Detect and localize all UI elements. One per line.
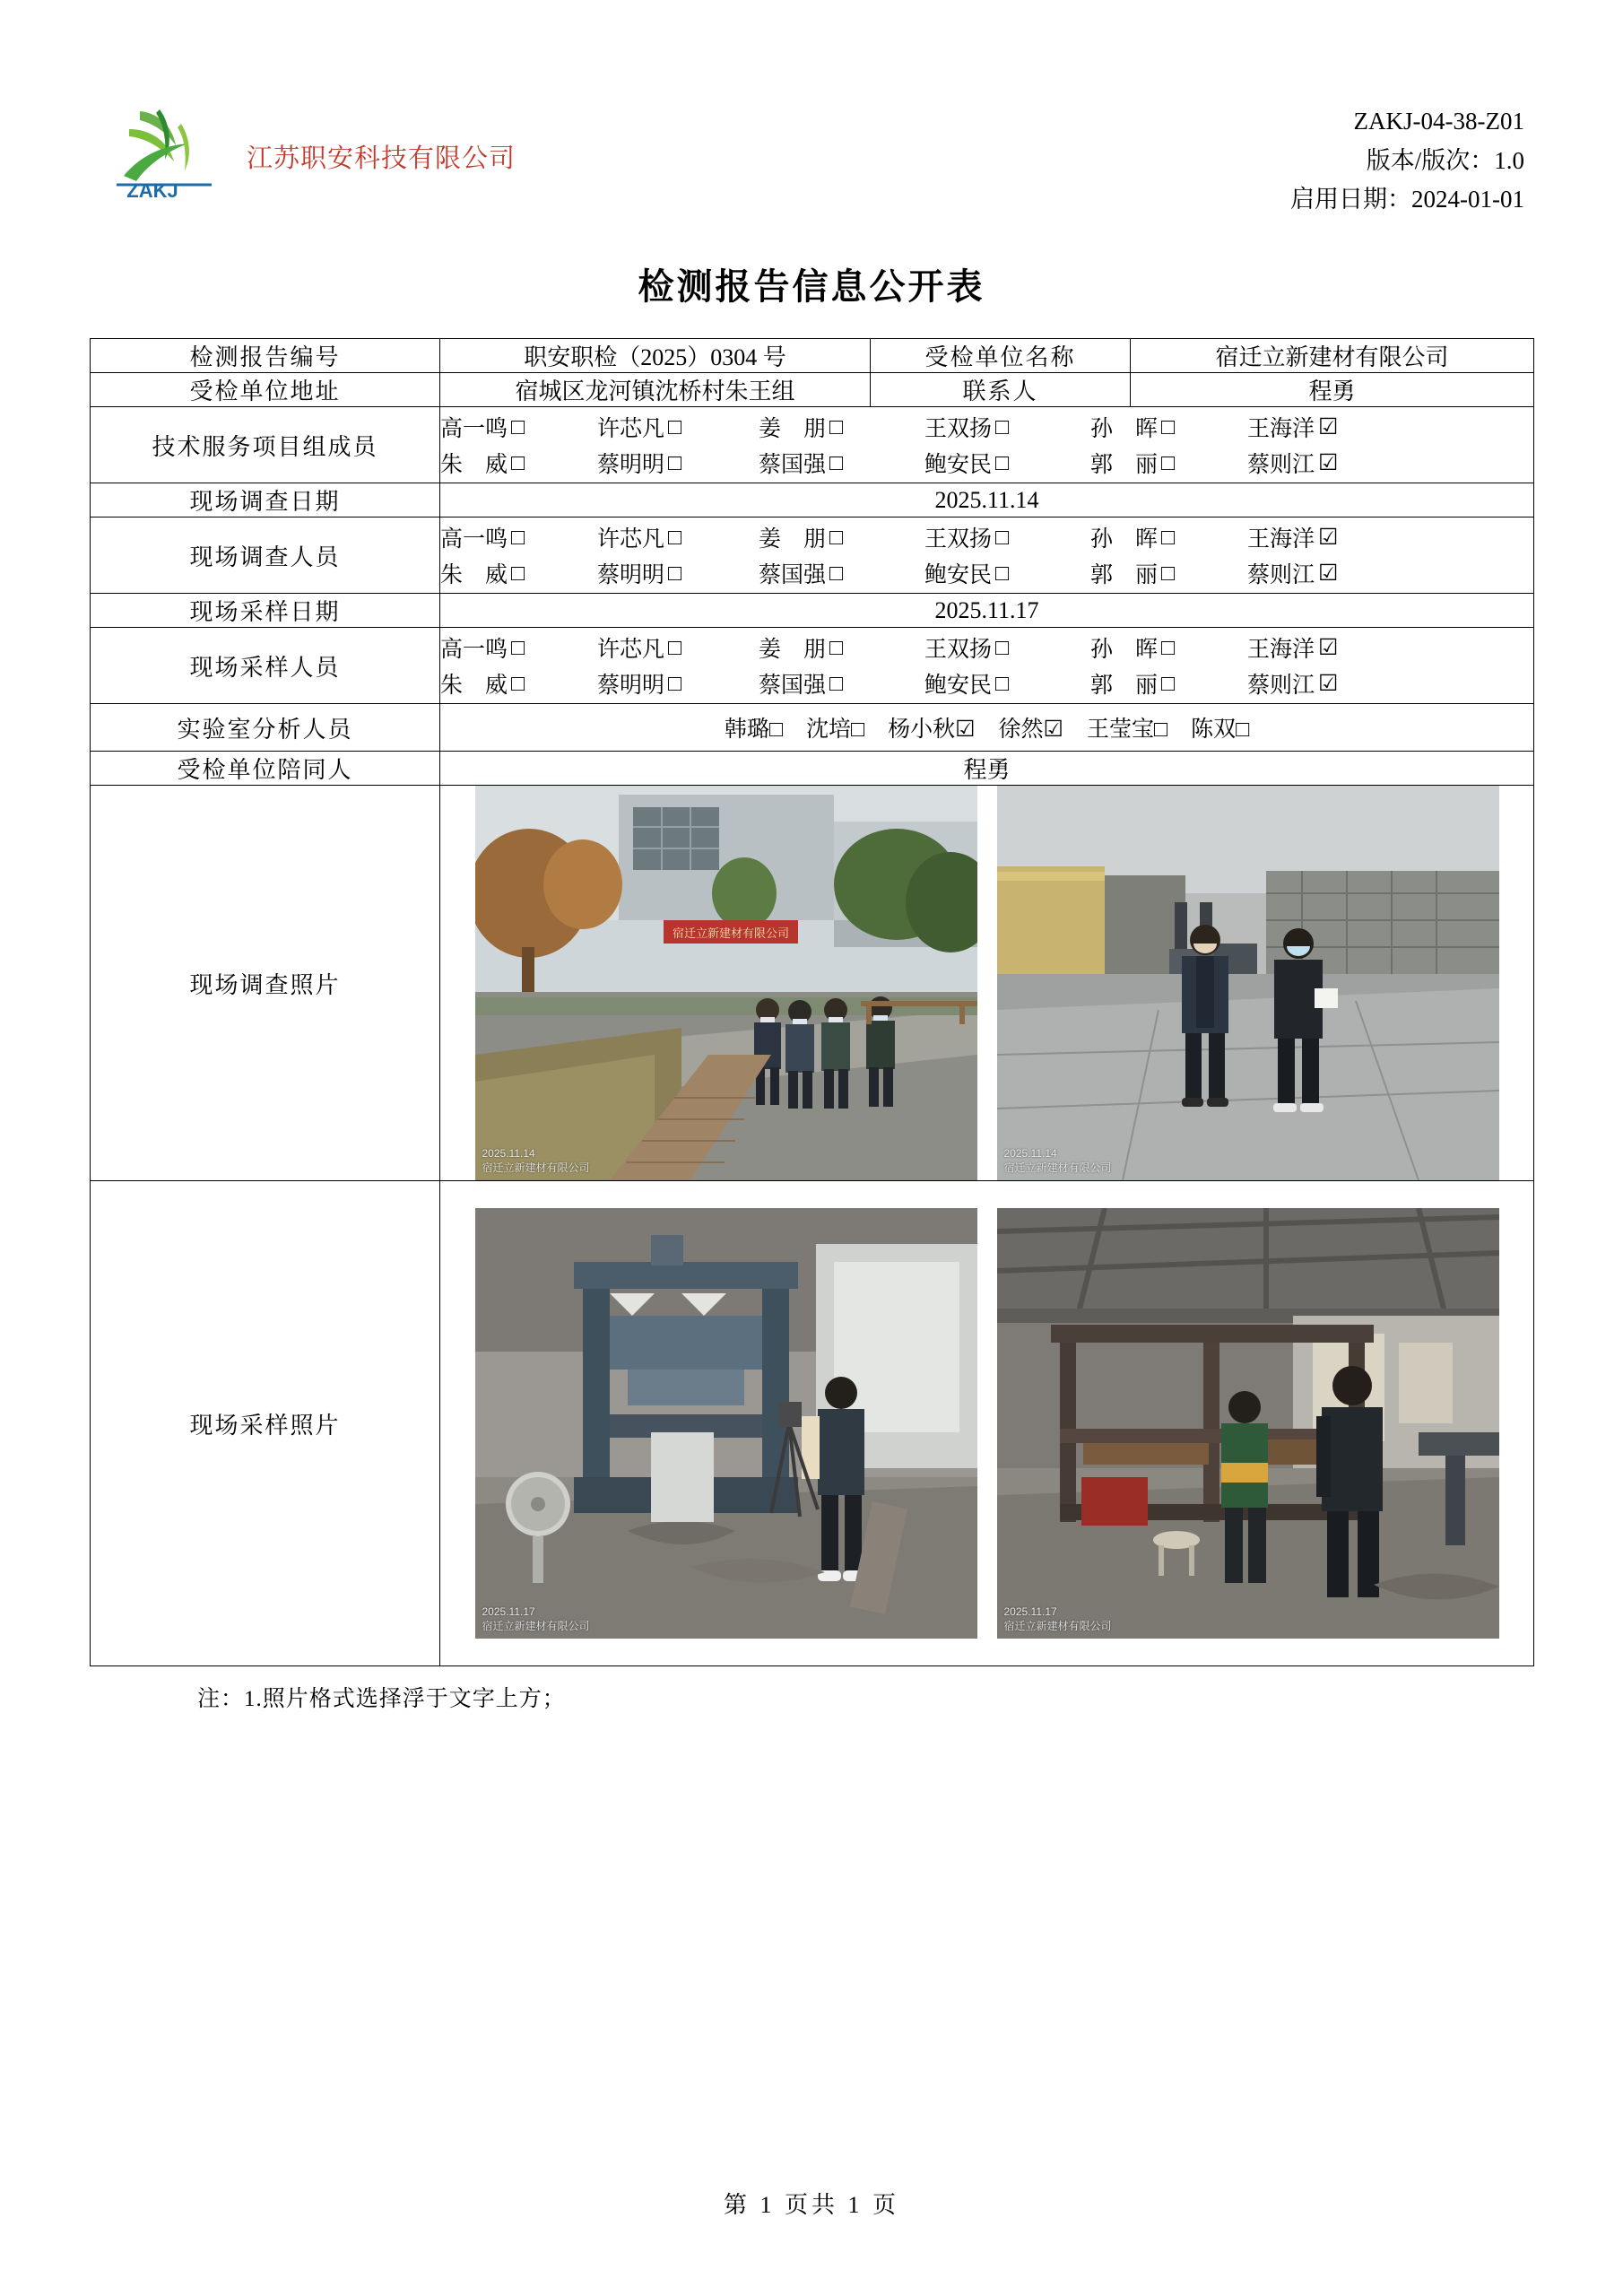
- staff-option[interactable]: 蔡明明 □: [597, 450, 682, 477]
- staff-option[interactable]: 蔡明明 □: [597, 671, 682, 698]
- staff-option[interactable]: 朱 威 □: [440, 561, 525, 587]
- checkbox-icon[interactable]: □: [1161, 414, 1176, 439]
- sampling-staff-label: 现场采样人员: [91, 628, 440, 704]
- report-info-table: [90, 338, 1534, 1666]
- staff-option[interactable]: 朱 威 □: [440, 450, 525, 477]
- checkbox-icon[interactable]: ☑: [1318, 525, 1339, 550]
- survey-date-label: 现场调查日期: [91, 483, 440, 517]
- sampling-row-1: [440, 631, 1533, 664]
- photo-stamp: 2025.11.14 宿迁立新建材有限公司: [482, 1146, 590, 1174]
- checkbox-icon[interactable]: □: [1161, 635, 1176, 660]
- svg-text:ZAKJ: ZAKJ: [126, 179, 178, 202]
- sampling-photo-2: [997, 1208, 1499, 1639]
- checkbox-icon[interactable]: □: [511, 671, 525, 696]
- page-title: 检测报告信息公开表: [638, 266, 985, 307]
- lab-staff-option[interactable]: 徐然☑: [998, 718, 1063, 742]
- checkbox-icon[interactable]: ☑: [1043, 718, 1063, 742]
- checkbox-icon[interactable]: □: [995, 525, 1010, 550]
- checkbox-icon[interactable]: □: [1161, 671, 1176, 696]
- staff-option[interactable]: 姜 朋 □: [759, 414, 844, 441]
- staff-option[interactable]: 王海洋 ☑: [1247, 525, 1339, 552]
- lab-staff-option[interactable]: 王莹宝□: [1086, 718, 1168, 742]
- checkbox-icon[interactable]: ☑: [1318, 561, 1339, 586]
- staff-option[interactable]: 姜 朋 □: [759, 525, 844, 552]
- checkbox-icon[interactable]: □: [1161, 561, 1176, 586]
- contact-label: 联系人: [871, 373, 1131, 407]
- checkbox-icon[interactable]: □: [511, 635, 525, 660]
- checkbox-icon[interactable]: ☑: [955, 718, 976, 742]
- checkbox-icon[interactable]: □: [995, 414, 1010, 439]
- checkbox-icon[interactable]: ☑: [1318, 414, 1339, 439]
- sampling-photo-label: 现场采样照片: [91, 1181, 440, 1666]
- staff-option[interactable]: 姜 朋 □: [759, 635, 844, 662]
- lab-staff-grid: [440, 704, 1534, 752]
- checkbox-icon[interactable]: □: [511, 561, 525, 586]
- lab-staff-label: 实验室分析人员: [91, 704, 440, 752]
- staff-option[interactable]: 蔡明明 □: [597, 561, 682, 587]
- checkbox-icon[interactable]: □: [995, 561, 1010, 586]
- survey-photo-cell: [440, 786, 1534, 1181]
- report-no-value: 职安职检（2025）0304 号: [440, 339, 871, 373]
- table-row: [91, 373, 1534, 407]
- staff-option[interactable]: 鲍安民 □: [924, 561, 1010, 587]
- table-row: [91, 517, 1534, 594]
- survey-row-2: [440, 557, 1533, 589]
- header-left: [90, 99, 516, 206]
- sampling-photo-1: [475, 1208, 977, 1639]
- client-label: 受检单位名称: [871, 339, 1131, 373]
- photo-stamp: 2025.11.17 宿迁立新建材有限公司: [482, 1605, 590, 1632]
- staff-option[interactable]: 蔡则江 ☑: [1247, 671, 1339, 698]
- staff-option[interactable]: 郭 丽 □: [1090, 561, 1176, 587]
- table-row: [91, 786, 1534, 1181]
- document-effective-date: 启用日期：2024-01-01: [1290, 186, 1524, 213]
- company-name: 江苏职安科技有限公司: [247, 144, 516, 173]
- photo-stamp: 2025.11.17 宿迁立新建材有限公司: [1003, 1605, 1112, 1632]
- staff-option[interactable]: 高一鸣 □: [440, 635, 525, 662]
- checkbox-icon[interactable]: □: [829, 635, 844, 660]
- report-no-label: 检测报告编号: [91, 339, 440, 373]
- sampling-date-label: 现场采样日期: [91, 594, 440, 628]
- staff-option[interactable]: 蔡国强 □: [759, 450, 844, 477]
- staff-option[interactable]: 孙 晖 □: [1090, 635, 1176, 662]
- table-row: [91, 483, 1534, 517]
- document-code: ZAKJ-04-38-Z01: [1353, 108, 1524, 135]
- page-footer: 第 1 页共 1 页: [723, 2192, 899, 2218]
- checkbox-icon[interactable]: □: [668, 671, 682, 696]
- staff-option[interactable]: 许芯凡 □: [597, 414, 682, 441]
- staff-option[interactable]: 王海洋 ☑: [1247, 635, 1339, 662]
- checkbox-icon[interactable]: □: [850, 718, 865, 742]
- checkbox-icon[interactable]: □: [668, 450, 682, 475]
- svg-text:宿迁立新建材有限公司: 宿迁立新建材有限公司: [672, 926, 789, 940]
- header-right: [1290, 99, 1533, 220]
- lab-staff-option[interactable]: 陈双□: [1191, 718, 1250, 742]
- checkbox-icon[interactable]: □: [668, 561, 682, 586]
- table-row: [91, 628, 1534, 704]
- staff-option[interactable]: 孙 晖 □: [1090, 414, 1176, 441]
- page-header: [90, 99, 1533, 224]
- checkbox-icon[interactable]: □: [995, 635, 1010, 660]
- lab-staff-option[interactable]: 韩璐□: [724, 718, 783, 742]
- staff-option[interactable]: 王双扬 □: [924, 635, 1010, 662]
- checkbox-icon[interactable]: □: [668, 414, 682, 439]
- checkbox-icon[interactable]: □: [829, 561, 844, 586]
- sampling-staff-grid: [440, 628, 1534, 704]
- sampling-row-2: [440, 667, 1533, 700]
- team-row-2: [440, 447, 1533, 479]
- survey-staff-grid: [440, 517, 1534, 594]
- staff-option[interactable]: 郭 丽 □: [1090, 450, 1176, 477]
- staff-option[interactable]: 王海洋 ☑: [1247, 414, 1339, 441]
- client-value: 宿迁立新建材有限公司: [1131, 339, 1534, 373]
- team-row-1: [440, 411, 1533, 443]
- survey-date-value: 2025.11.14: [440, 483, 1534, 517]
- survey-row-1: [440, 521, 1533, 553]
- checkbox-icon[interactable]: ☑: [1318, 450, 1339, 475]
- team-members-grid: [440, 407, 1534, 483]
- escort-label: 受检单位陪同人: [91, 752, 440, 786]
- staff-option[interactable]: 许芯凡 □: [597, 635, 682, 662]
- staff-option[interactable]: 孙 晖 □: [1090, 525, 1176, 552]
- checkbox-icon[interactable]: □: [668, 525, 682, 550]
- staff-option[interactable]: 王双扬 □: [924, 525, 1010, 552]
- checkbox-icon[interactable]: □: [1161, 450, 1176, 475]
- staff-option[interactable]: 许芯凡 □: [597, 525, 682, 552]
- staff-option[interactable]: 朱 威 □: [440, 671, 525, 698]
- staff-option[interactable]: 蔡国强 □: [759, 561, 844, 587]
- checkbox-icon[interactable]: □: [995, 450, 1010, 475]
- checkbox-icon[interactable]: □: [511, 414, 525, 439]
- table-row: [91, 1181, 1534, 1666]
- staff-option[interactable]: 高一鸣 □: [440, 414, 525, 441]
- checkbox-icon[interactable]: □: [829, 525, 844, 550]
- survey-photo-2: [997, 786, 1499, 1180]
- staff-option[interactable]: 高一鸣 □: [440, 525, 525, 552]
- staff-option[interactable]: 蔡国强 □: [759, 671, 844, 698]
- checkbox-icon[interactable]: ☑: [1318, 635, 1339, 660]
- checkbox-icon[interactable]: □: [1153, 718, 1168, 742]
- table-row: [91, 704, 1534, 752]
- staff-option[interactable]: 王双扬 □: [924, 414, 1010, 441]
- photo-stamp: 2025.11.14 宿迁立新建材有限公司: [1003, 1146, 1112, 1174]
- checkbox-icon[interactable]: □: [1236, 718, 1250, 742]
- sampling-photo-cell: [440, 1181, 1534, 1666]
- survey-photo-1: [475, 786, 977, 1180]
- staff-option[interactable]: 蔡则江 ☑: [1247, 561, 1339, 587]
- checkbox-icon[interactable]: □: [511, 525, 525, 550]
- checkbox-icon[interactable]: □: [511, 450, 525, 475]
- checkbox-icon[interactable]: □: [768, 718, 783, 742]
- lab-staff-option[interactable]: 沈培□: [805, 718, 865, 742]
- contact-value: 程勇: [1131, 373, 1534, 407]
- team-label: 技术服务项目组成员: [91, 407, 440, 483]
- checkbox-icon[interactable]: □: [668, 635, 682, 660]
- table-row: [91, 594, 1534, 628]
- checkbox-icon[interactable]: ☑: [1318, 671, 1339, 696]
- address-label: 受检单位地址: [91, 373, 440, 407]
- checkbox-icon[interactable]: □: [995, 671, 1010, 696]
- survey-staff-label: 现场调查人员: [91, 517, 440, 594]
- staff-option[interactable]: 鲍安民 □: [924, 671, 1010, 698]
- table-row: [91, 339, 1534, 373]
- sampling-date-value: 2025.11.17: [440, 594, 1534, 628]
- survey-photo-label: 现场调查照片: [91, 786, 440, 1181]
- lab-staff-option[interactable]: 杨小秋☑: [888, 718, 976, 742]
- company-logo-icon: [106, 99, 227, 206]
- staff-option[interactable]: 鲍安民 □: [924, 450, 1010, 477]
- checkbox-icon[interactable]: □: [829, 450, 844, 475]
- checkbox-icon[interactable]: □: [1161, 525, 1176, 550]
- document-version: 版本/版次：1.0: [1366, 146, 1524, 174]
- checkbox-icon[interactable]: □: [829, 414, 844, 439]
- staff-option[interactable]: 蔡则江 ☑: [1247, 450, 1339, 477]
- table-note: 注：1.照片格式选择浮于文字上方；: [197, 1687, 566, 1711]
- address-value: 宿城区龙河镇沈桥村朱王组: [440, 373, 871, 407]
- table-row: [91, 407, 1534, 483]
- escort-value: 程勇: [440, 752, 1534, 786]
- table-row: [91, 752, 1534, 786]
- checkbox-icon[interactable]: □: [829, 671, 844, 696]
- staff-option[interactable]: 郭 丽 □: [1090, 671, 1176, 698]
